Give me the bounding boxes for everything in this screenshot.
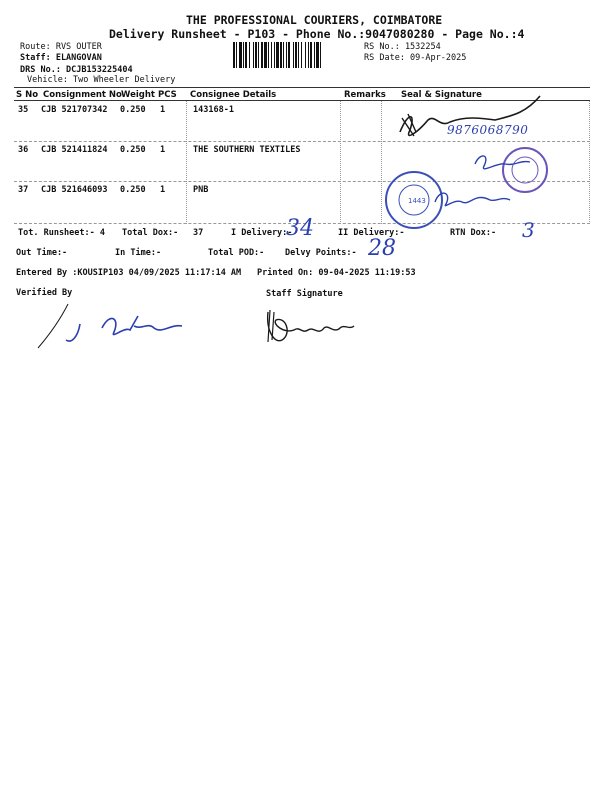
runsheet-title: Delivery Runsheet - P103 - Phone No.:9047080280 - Page No.:4	[109, 27, 525, 41]
col-consignment: Consignment No	[43, 90, 122, 100]
row-consignment: CJB 521707342	[41, 105, 108, 115]
row-sno: 37	[18, 185, 29, 195]
seal-signature-area	[380, 92, 592, 240]
staff-signature	[262, 304, 362, 350]
col-weight: Weight	[121, 90, 155, 100]
rs-number: RS No.: 1532254	[364, 42, 441, 52]
delvy-points-label: Delvy Points:-	[285, 248, 357, 258]
vehicle-text: Vehicle: Two Wheeler Delivery	[27, 75, 176, 85]
row-pcs: 1	[160, 105, 166, 115]
out-time-label: Out Time:-	[16, 248, 68, 258]
ii-delivery-label: II Delivery:-	[338, 228, 405, 238]
staff-signature-label: Staff Signature	[266, 289, 343, 299]
barcode-image	[233, 42, 357, 68]
seal-stamp-icon	[503, 148, 547, 192]
row-pcs: 1	[160, 185, 166, 195]
row-consignee: THE SOUTHERN TEXTILES	[193, 145, 301, 155]
i-delivery-label: I Delivery:-	[231, 228, 293, 238]
rtn-dox-label: RTN Dox:-	[450, 228, 497, 238]
drs-number: DRS No.: DCJB153225404	[20, 65, 133, 75]
i-delivery-handwritten: 34	[286, 216, 314, 241]
row-consignee: 143168-1	[193, 105, 234, 115]
rs-date: RS Date: 09-Apr-2025	[364, 53, 467, 63]
rtn-handwritten: 3	[522, 218, 535, 242]
total-dox-value: 37	[193, 228, 204, 238]
printed-on: Printed On: 09-04-2025 11:19:53	[257, 268, 416, 278]
row-pcs: 1	[160, 145, 166, 155]
col-consignee: Consignee Details	[190, 90, 277, 100]
total-dox-label: Total Dox:-	[122, 228, 179, 238]
company-title: THE PROFESSIONAL COURIERS, COIMBATORE	[186, 13, 443, 27]
verified-signature	[30, 296, 200, 356]
col-pcs: PCS	[158, 90, 177, 100]
col-seal-signature: Seal & Signature	[401, 90, 482, 100]
row-sno: 35	[18, 105, 29, 115]
col-remarks: Remarks	[344, 90, 386, 100]
row-consignment: CJB 521646093	[41, 185, 108, 195]
total-pod-label: Total POD:-	[208, 248, 265, 258]
row-weight: 0.250	[120, 105, 146, 115]
delvy-points-handwritten: 28	[368, 236, 396, 261]
row-weight: 0.250	[120, 145, 146, 155]
entered-by: Entered By :KOUSIP103 04/09/2025 11:17:14 AM	[16, 268, 242, 278]
staff-text: Staff: ELANGOVAN	[20, 53, 102, 63]
total-runsheet-label: Tot. Runsheet:- 4	[18, 228, 105, 238]
row-weight: 0.250	[120, 185, 146, 195]
handwritten-phone-number: 9876068790	[447, 123, 529, 137]
signature-scribble	[435, 193, 510, 206]
row-sno: 36	[18, 145, 29, 155]
in-time-label: In Time:-	[115, 248, 162, 258]
col-sno: S No	[16, 90, 39, 100]
verified-by-label: Verified By	[16, 288, 73, 298]
row-consignee: PNB	[193, 185, 209, 195]
row-consignment: CJB 521411824	[41, 145, 108, 155]
svg-text:1443: 1443	[408, 197, 426, 205]
route-text: Route: RVS OUTER	[20, 42, 102, 52]
